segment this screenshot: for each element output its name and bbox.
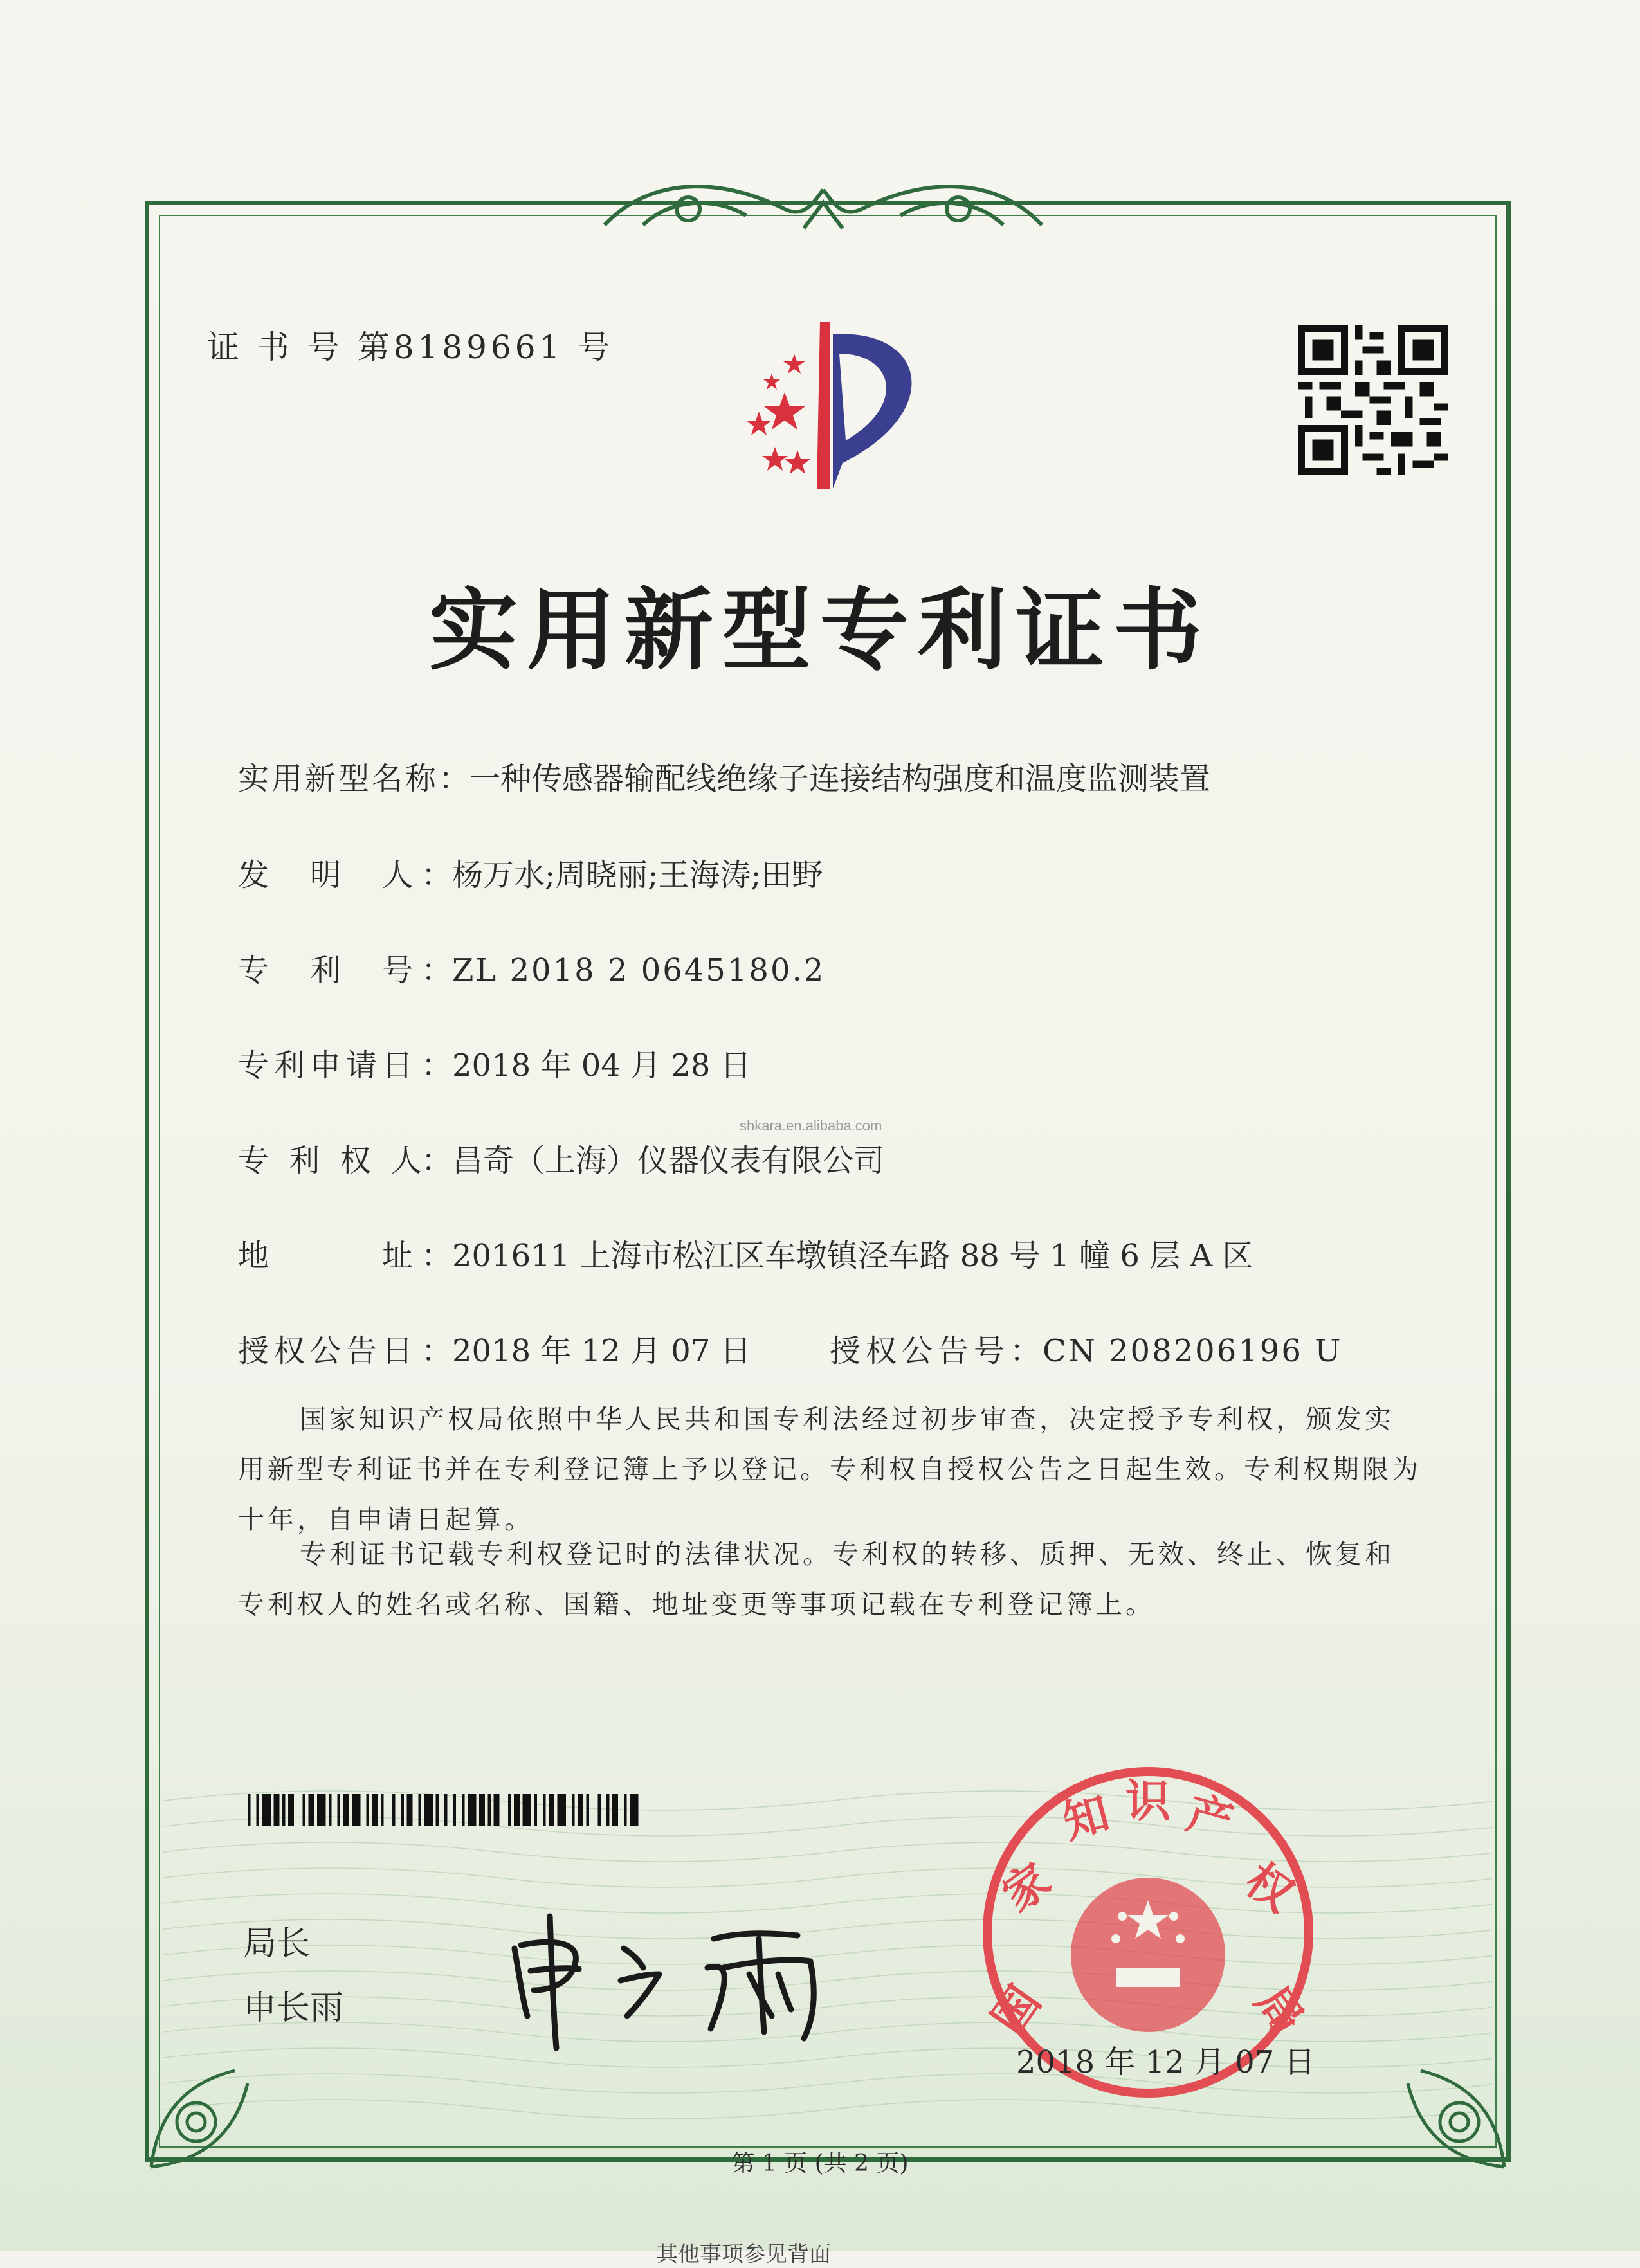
publication-number-row <box>830 1326 1343 1370</box>
barcode-bar <box>407 1794 413 1826</box>
barcode-bar <box>367 1794 370 1826</box>
director-name: 申长雨 <box>243 1989 344 2028</box>
colon: ： <box>421 1048 453 1084</box>
seal-char: 识 <box>1125 1775 1171 1828</box>
barcode-bar <box>372 1794 378 1826</box>
colon: ： <box>1010 1333 1043 1369</box>
seal-char: 产 <box>1181 1786 1239 1849</box>
barcode-bar <box>453 1794 457 1826</box>
seal-char: 国 <box>981 1977 1052 2044</box>
barcode-bar <box>578 1794 583 1826</box>
barcode-bar <box>303 1794 306 1826</box>
barcode-bar <box>288 1794 294 1826</box>
barcode-bar <box>598 1794 601 1826</box>
patent-office-logo-icon <box>714 315 945 495</box>
patent-number-row <box>238 945 825 990</box>
address-value: 201611 上海市松江区车墩镇泾车路 88 号 1 幢 6 层 A 区 <box>452 1238 1253 1274</box>
seal-char: 权 <box>1235 1853 1303 1923</box>
barcode-bar <box>444 1794 448 1826</box>
barcode-bar <box>514 1794 520 1826</box>
certificate-number <box>207 322 614 368</box>
barcode-bar <box>381 1794 384 1826</box>
barcode-bar <box>282 1794 286 1826</box>
barcode-bar <box>352 1794 361 1826</box>
utility-model-name-row <box>238 754 1210 798</box>
barcode-bar <box>587 1794 590 1826</box>
seal-char: 局 <box>1244 1977 1315 2044</box>
barcode-bar <box>419 1794 422 1826</box>
address-label: 地 址 <box>238 1238 419 1274</box>
barcode-bar <box>494 1794 500 1826</box>
patent-number-label: 专 利 号 <box>238 952 419 988</box>
barcode-bar <box>317 1794 326 1826</box>
publication-number-value: CN 208206196 U <box>1043 1333 1343 1369</box>
legal-paragraph-2: 专利证书记载专利权登记时的法律状况。专利权的转移、质押、无效、终止、恢复和专利权人的姓名或名称、国籍、地址变更等事项记载在专利登记簿上。 <box>238 1539 1394 1620</box>
barcode-bar <box>468 1794 477 1826</box>
patentee-label: 专 利 权 人 <box>238 1143 427 1179</box>
patent-number-value: ZL 2018 2 0645180.2 <box>452 952 826 988</box>
barcode-bar <box>436 1794 439 1826</box>
barcode-bar <box>624 1794 627 1826</box>
publication-date-value: 2018 年 12 月 07 日 <box>452 1333 751 1369</box>
barcode-bar <box>612 1794 618 1826</box>
director-signature <box>495 1878 855 2058</box>
colon: ： <box>421 857 453 893</box>
barcode-bar <box>606 1794 610 1826</box>
certificate-number-value: 8189661 <box>393 329 564 366</box>
patentee-row <box>238 1136 884 1180</box>
barcode-bar <box>248 1794 251 1826</box>
legal-paragraph-1: 国家知识产权局依照中华人民共和国专利法经过初步审查，决定授予专利权，颁发实用新型专利证书并在专利登记簿上予以登记。专利权自授权公告之日起生效。专利权期限为十年，自申请日起算。 <box>238 1404 1421 1535</box>
patentee-value: 昌奇（上海）仪器仪表有限公司 <box>452 1143 885 1179</box>
watermark: shkara.en.alibaba.com <box>740 1118 882 1134</box>
barcode-bar <box>558 1794 567 1826</box>
barcode-bar <box>462 1794 465 1826</box>
application-date-row <box>238 1040 751 1085</box>
inventor-label: 发 明 人 <box>238 857 419 893</box>
seal-date: 2018 年 12 月 07 日 <box>1016 2044 1315 2080</box>
page-number: 第 1 页 (共 2 页) <box>731 2150 909 2177</box>
top-ornament-icon <box>592 164 1055 241</box>
utility-model-name-label: 实用新型名称 <box>238 761 439 797</box>
barcode-bar <box>572 1794 575 1826</box>
inventor-value: 杨万水;周晓丽;王海涛;田野 <box>452 857 823 893</box>
barcode-bar <box>257 1794 260 1826</box>
barcode-bar <box>523 1794 532 1826</box>
publication-date-label: 授权公告日 <box>238 1333 419 1369</box>
barcode-bar <box>274 1794 280 1826</box>
director-title: 局长 <box>243 1925 311 1963</box>
barcode-icon <box>248 1794 640 1826</box>
barcode-bar <box>549 1794 554 1826</box>
barcode-bar <box>329 1794 332 1826</box>
colon: ： <box>439 761 470 797</box>
bottom-note: 其他事项参见背面 <box>656 2242 831 2267</box>
utility-model-name-value: 一种传感器输配线绝缘子连接结构强度和温度监测装置 <box>469 761 1211 797</box>
colon: ： <box>421 1333 453 1369</box>
barcode-bar <box>401 1794 405 1826</box>
address-row <box>238 1231 1253 1275</box>
qr-code-icon <box>1298 325 1448 475</box>
publication-date-row <box>238 1326 751 1370</box>
barcode-bar <box>543 1794 546 1826</box>
colon: ： <box>421 952 453 988</box>
seal-char: 家 <box>993 1853 1061 1923</box>
barcode-bar <box>508 1794 511 1826</box>
certificate-number-suffix: 号 <box>578 329 614 366</box>
colon: ： <box>421 1238 453 1274</box>
colon: ： <box>421 1143 453 1179</box>
barcode-bar <box>479 1794 485 1826</box>
barcode-bar <box>534 1794 538 1826</box>
inventor-row <box>238 850 823 894</box>
barcode-bar <box>338 1794 341 1826</box>
barcode-bar <box>309 1794 314 1826</box>
barcode-bar <box>424 1794 433 1826</box>
seal-char: 知 <box>1057 1786 1115 1849</box>
barcode-bar <box>392 1794 396 1826</box>
barcode-bar <box>630 1794 639 1826</box>
barcode-bar <box>262 1794 271 1826</box>
publication-number-label: 授权公告号 <box>830 1333 1010 1369</box>
certificate-title: 实用新型专利证书 <box>428 579 1211 682</box>
certificate-number-label: 证 书 号 第 <box>207 329 394 366</box>
barcode-bar <box>488 1794 491 1826</box>
application-date-label: 专利申请日 <box>238 1048 419 1084</box>
application-date-value: 2018 年 04 月 28 日 <box>452 1048 751 1084</box>
barcode-bar <box>343 1794 349 1826</box>
